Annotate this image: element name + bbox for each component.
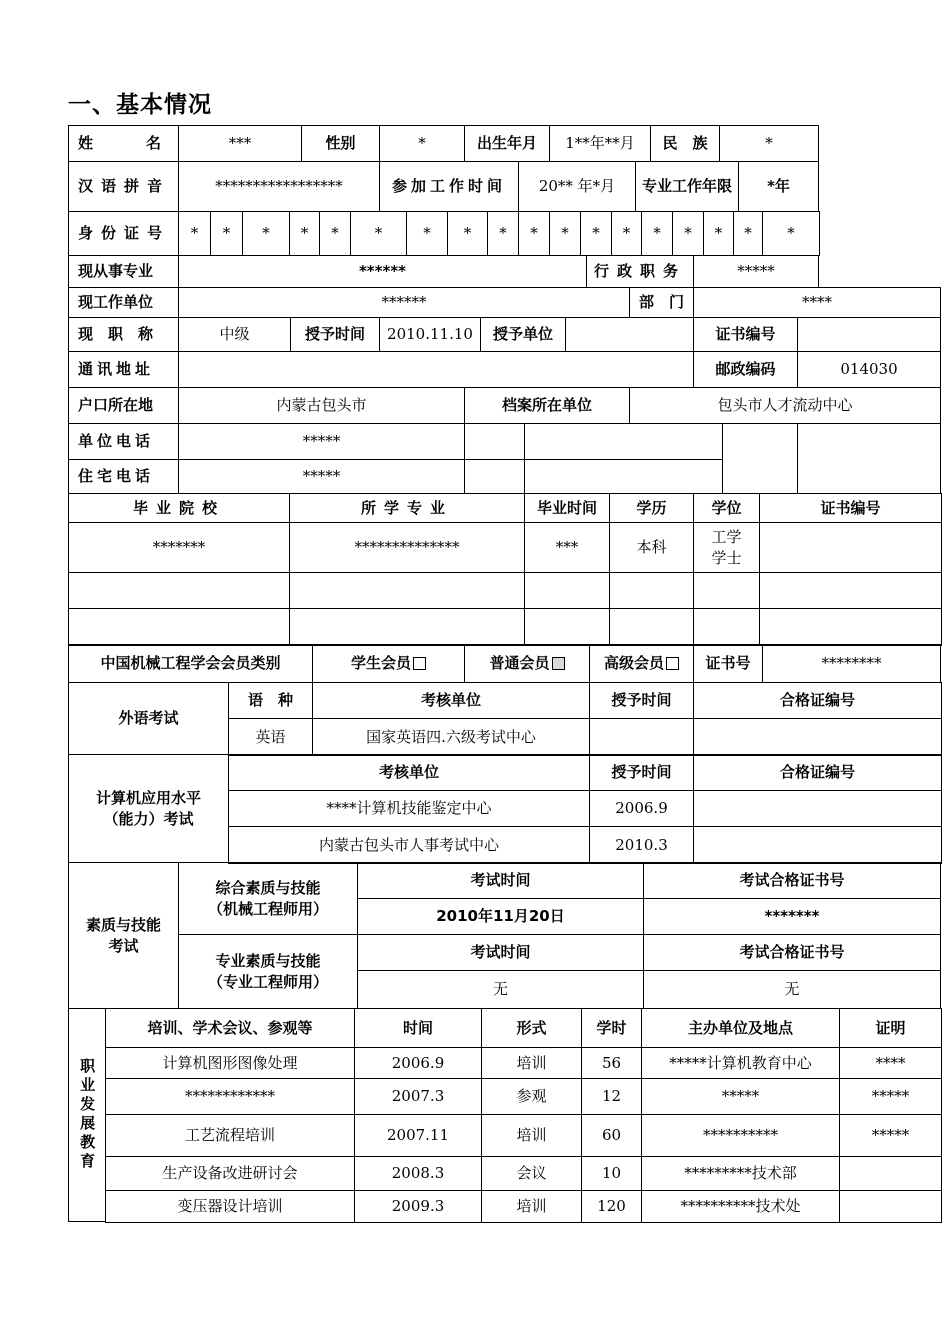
id-digit: * [350,211,407,256]
id-digit: * [178,211,211,256]
foreign-lang-header: 授予时间 [589,682,694,719]
employer-value: ****** [178,287,630,318]
career-cell: 2009.3 [354,1190,482,1223]
education-cell: 本科 [609,522,694,573]
title-label: 现 职 称 [68,317,179,352]
id-digit: * [447,211,488,256]
computer-cell [693,790,942,827]
career-cell: ************ [105,1078,355,1115]
years-label: 专业工作年限 [635,161,739,212]
education-cell [609,572,694,609]
home-phone-label: 住宅电话 [68,459,179,494]
career-cell: 2008.3 [354,1156,482,1191]
computer-cell: 2006.9 [589,790,694,827]
career-header: 形式 [481,1008,582,1048]
career-cell: 工艺流程培训 [105,1114,355,1157]
grant-unit-value [565,317,694,352]
career-cell: ***** [641,1078,840,1115]
special-quality-label: 专业素质与技能 （专业工程师用） [178,934,358,1009]
career-label: 职业发展教育 [68,1008,106,1222]
career-cell: ********** [641,1114,840,1157]
checkbox[interactable] [552,657,565,670]
id-digit: * [733,211,763,256]
archive-label: 档案所在单位 [464,387,630,424]
foreign-lang-cell: 国家英语四.六级考试中心 [312,718,590,756]
foreign-lang-header: 考核单位 [312,682,590,719]
career-cell: ***** [839,1114,942,1157]
career-cell: 计算机图形图像处理 [105,1047,355,1079]
career-cell: 会议 [481,1156,582,1191]
career-cell: *****计算机教育中心 [641,1047,840,1079]
id-digit: * [319,211,351,256]
blank-cell [524,423,723,460]
blank-cell [722,423,798,494]
hukou-label: 户口所在地 [68,387,179,424]
career-cell: *********技术部 [641,1156,840,1191]
career-cell: 56 [581,1047,642,1079]
grant-unit-label: 授予单位 [480,317,566,352]
education-cell: *** [524,522,610,573]
archive-value: 包头市人才流动中心 [629,387,941,424]
special-time-header: 考试时间 [357,934,644,971]
general-cert-header: 考试合格证书号 [643,862,941,899]
birth-value: 1**年**月 [549,125,651,162]
education-cell [68,572,290,609]
general-quality-label: 综合素质与技能 （机械工程师用） [178,862,358,935]
career-cell: 培训 [481,1190,582,1223]
career-cell: 变压器设计培训 [105,1190,355,1223]
dept-label: 部 门 [629,287,694,318]
membership-label: 中国机械工程学会会员类别 [68,644,313,683]
member-cert-label: 证书号 [693,644,763,683]
employer-label: 现工作单位 [68,287,179,318]
career-cell: 培训 [481,1114,582,1157]
address-label: 通讯地址 [68,351,179,388]
id-digit: * [580,211,612,256]
blank-cell [464,423,525,460]
pinyin-value: ***************** [178,161,380,212]
dept-value: **** [693,287,941,318]
id-digit: * [242,211,290,256]
name-label: 姓 名 [78,134,164,153]
foreign-lang-cell: 英语 [228,718,313,756]
cert-no-label: 证书编号 [693,317,798,352]
education-cell [289,608,525,646]
education-cell [759,608,942,646]
career-cell: 生产设备改进研讨会 [105,1156,355,1191]
career-header: 时间 [354,1008,482,1048]
general-time-header: 考试时间 [357,862,644,899]
career-cell: 120 [581,1190,642,1223]
blank-cell [524,459,723,494]
name-value: *** [178,125,302,162]
education-cell [693,608,760,646]
education-header: 毕业院校 [68,493,290,523]
id-digit: * [210,211,243,256]
education-cell [289,572,525,609]
work-phone-label: 单位电话 [68,423,179,460]
id-digit: * [406,211,448,256]
career-cell: 参观 [481,1078,582,1115]
career-cell: 2007.3 [354,1078,482,1115]
foreign-lang-cell [693,718,942,756]
postcode-value: 014030 [797,351,941,388]
special-cert-header: 考试合格证书号 [643,934,941,971]
section-heading: 一、基本情况 [68,92,212,118]
birth-label: 出生年月 [464,125,550,162]
career-cell [839,1156,942,1191]
computer-header: 授予时间 [589,754,694,791]
computer-cell: 2010.3 [589,826,694,864]
home-phone-value: ***** [178,459,465,494]
id-digit: * [611,211,642,256]
special-time-value: 无 [357,970,644,1009]
education-cell [693,572,760,609]
foreign-lang-label: 外语考试 [68,682,229,755]
computer-cell [693,826,942,864]
career-cell: 60 [581,1114,642,1157]
education-cell: ************** [289,522,525,573]
work-phone-value: ***** [178,423,465,460]
career-cell: 2006.9 [354,1047,482,1079]
pinyin-label: 汉语拼音 [68,161,179,212]
career-cell: 2007.11 [354,1114,482,1157]
regular-member-option[interactable]: 普通会员 [464,644,590,683]
education-cell [68,608,290,646]
computer-cell: 内蒙古包头市人事考试中心 [228,826,590,864]
education-cell [524,572,610,609]
postcode-label: 邮政编码 [693,351,798,388]
general-cert-value: ******* [643,898,941,935]
grant-time-value: 2010.11.10 [379,317,481,352]
career-header: 证明 [839,1008,942,1048]
senior-member-option[interactable]: 高级会员 [589,644,694,683]
ethnicity-label: 民 族 [650,125,720,162]
blank-cell [464,459,525,494]
student-member-option[interactable]: 学生会员 [312,644,465,683]
computer-header: 考核单位 [228,754,590,791]
career-cell: 培训 [481,1047,582,1079]
foreign-lang-cell [589,718,694,756]
work-start-value: 20** 年*月 [518,161,636,212]
address-value [178,351,694,388]
career-cell: ***** [839,1078,942,1115]
career-header: 主办单位及地点 [641,1008,840,1048]
id-digit: * [703,211,734,256]
work-start-label: 参加工作时间 [379,161,519,212]
computer-cell: ****计算机技能鉴定中心 [228,790,590,827]
special-cert-value: 无 [643,970,941,1009]
education-cell: ******* [68,522,290,573]
gender-value: * [379,125,465,162]
position-label: 行政职务 [586,255,694,288]
education-header: 学历 [609,493,694,523]
career-cell: **********技术处 [641,1190,840,1223]
gender-label: 性别 [301,125,380,162]
career-header: 培训、学术会议、参观等 [105,1008,355,1048]
foreign-lang-header: 合格证编号 [693,682,942,719]
title-value: 中级 [178,317,291,352]
member-cert-value: ******** [762,644,941,683]
major-label: 现从事专业 [68,255,179,288]
education-cell: 工学 学士 [693,522,760,573]
major-value: ****** [178,255,587,288]
id-digit: * [549,211,581,256]
cert-no-value [797,317,941,352]
education-header: 证书编号 [759,493,942,523]
id-digit: * [672,211,704,256]
career-cell [839,1190,942,1223]
computer-exam-label: 计算机应用水平 （能力）考试 [68,754,229,863]
id-digit: * [762,211,820,256]
ethnicity-value: * [719,125,819,162]
grant-time-label: 授予时间 [290,317,380,352]
education-cell [759,572,942,609]
education-header: 所学专业 [289,493,525,523]
career-header: 学时 [581,1008,642,1048]
education-cell [524,608,610,646]
id-digit: * [518,211,550,256]
checkbox[interactable] [413,657,426,670]
computer-header: 合格证编号 [693,754,942,791]
education-header: 学位 [693,493,760,523]
id-digit: * [641,211,673,256]
position-value: ***** [693,255,819,288]
blank-cell [797,423,941,494]
education-header: 毕业时间 [524,493,610,523]
education-cell [609,608,694,646]
hukou-value: 内蒙古包头市 [178,387,465,424]
checkbox[interactable] [666,657,679,670]
career-cell: **** [839,1047,942,1079]
id-label: 身份证号 [68,211,179,256]
foreign-lang-header: 语 种 [228,682,313,719]
years-value: *年 [738,161,819,212]
general-time-value: 2010年11月20日 [357,898,644,935]
id-digit: * [289,211,320,256]
id-digit: * [487,211,519,256]
career-cell: 10 [581,1156,642,1191]
career-cell: 12 [581,1078,642,1115]
quality-exam-label: 素质与技能 考试 [68,862,179,1009]
education-cell [759,522,942,573]
